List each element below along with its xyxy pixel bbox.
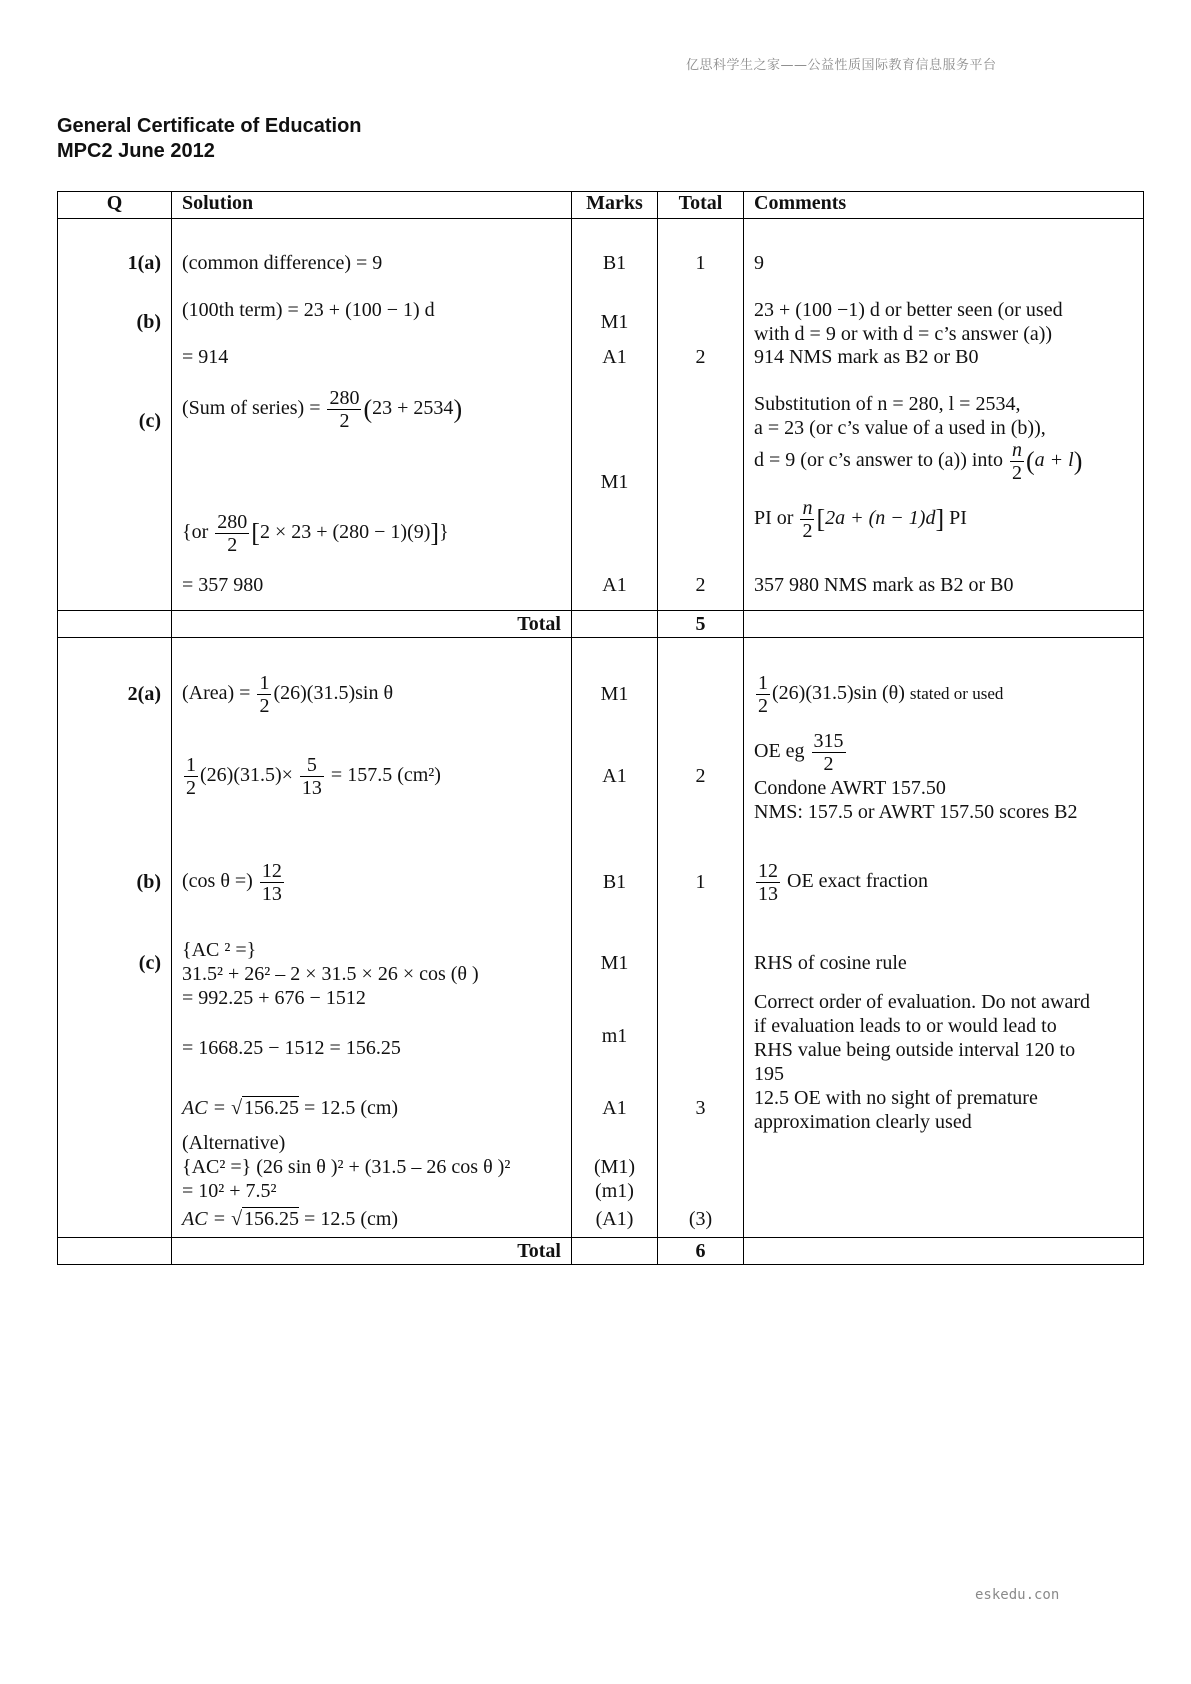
- q1b-label: (b): [136, 311, 161, 333]
- q2a-solution-1: (Area) = $\frac{1}{2}$ (26)(31.5)sin θ: [182, 671, 394, 717]
- q2c-solution-2: 31.5² + 26² – 2 × 31.5 × 26 × cos (θ ): [182, 963, 479, 985]
- q1-total-value: 5: [658, 611, 744, 638]
- q1b-solution-2: = 914: [182, 346, 229, 368]
- header-solution: Solution: [172, 192, 572, 219]
- q2c-label: (c): [138, 952, 161, 974]
- q2-total-label: Total: [172, 1238, 572, 1265]
- q2c-comment-6: 12.5 OE with no sight of premature: [754, 1087, 1038, 1109]
- q1c-mark-2: A1: [602, 574, 627, 596]
- q1b-solution-1: (100th term) = 23 + (100 − 1) d: [182, 299, 435, 321]
- q1c-solution-result: = 357 980: [182, 574, 264, 596]
- header-total: Total: [658, 192, 744, 219]
- q1b-comment-1: 23 + (100 −1) d or better seen (or used: [754, 299, 1063, 321]
- q2-totals: [658, 638, 744, 1238]
- q2c-alt-1: (Alternative): [182, 1132, 286, 1154]
- header-row: [58, 192, 1144, 219]
- q2c-mark-alt-2: (m1): [595, 1180, 634, 1202]
- question-2-body: [58, 638, 1144, 1238]
- q1c-comment-1: Substitution of n = 280, l = 2534,: [754, 393, 1021, 415]
- q2c-alt-4: AC = √ 156.25 = 12.5 (cm): [182, 1208, 399, 1230]
- q2b-label: (b): [136, 871, 161, 893]
- q2-labels: [58, 638, 172, 1238]
- q2c-alt-2: {AC² =} (26 sin θ )² + (31.5 – 26 cos θ )²: [182, 1156, 511, 1178]
- q1b-mark-1: M1: [600, 311, 629, 333]
- q2c-solution-1: {AC ² =}: [182, 939, 257, 961]
- q1a-mark: B1: [602, 252, 627, 274]
- q2c-total: 3: [695, 1097, 706, 1119]
- q2b-mark: B1: [602, 871, 627, 893]
- q2-total-value: 6: [658, 1238, 744, 1265]
- q1a-comment: 9: [754, 252, 764, 274]
- q2c-comment-7: approximation clearly used: [754, 1111, 972, 1133]
- q1b-comment-2: with d = 9 or with d = c’s answer (a)): [754, 323, 1053, 345]
- q2a-comment-2: OE eg $\frac{315}{2}$: [754, 729, 844, 775]
- q2c-mark-3: A1: [602, 1097, 627, 1119]
- header-comments: Comments: [744, 192, 1144, 219]
- q1b-mark-2: A1: [602, 346, 627, 368]
- header-marks: Marks: [572, 192, 658, 219]
- q2a-mark-1: M1: [600, 683, 629, 705]
- q1c-comment-3: d = 9 (or c’s answer to (a)) into $\frac{n}{2}$ (a + l): [754, 438, 1083, 484]
- q2a-comment-3: Condone AWRT 157.50: [754, 777, 946, 799]
- watermark: 亿思科学生之家——公益性质国际教育信息服务平台: [686, 58, 997, 73]
- q2c-alt-3: = 10² + 7.5²: [182, 1180, 277, 1202]
- q2c-mark-alt-1: (M1): [593, 1156, 636, 1178]
- q1c-solution-sum: (Sum of series) = $\frac{280}{2}$ (23 + 2534): [182, 386, 463, 432]
- q2b-comment: $\frac{12}{13}$ OE exact fraction: [758, 859, 929, 905]
- q2c-comment-5: 195: [754, 1063, 784, 1085]
- q1c-comment-5: 357 980 NMS mark as B2 or B0: [754, 574, 1014, 596]
- q2b-total: 1: [695, 871, 706, 893]
- q1-marks: [572, 219, 658, 611]
- q1c-label: (c): [138, 410, 161, 432]
- q1c-comment-4: PI or $\frac{n}{2}$ [2a + (n − 1)d] PI: [754, 496, 967, 542]
- q1-labels: [58, 219, 172, 611]
- q2a-mark-2: A1: [602, 765, 627, 787]
- q2-solutions: [172, 638, 572, 1238]
- q1b-total: 2: [695, 346, 706, 368]
- title-line-1: General Certificate of Education: [57, 115, 362, 137]
- q1-solutions: [172, 219, 572, 611]
- q1c-fraction: $\frac{280}{2}$: [329, 386, 360, 432]
- q1-comments: [744, 219, 1144, 611]
- q1c-mark-1: M1: [600, 471, 629, 493]
- question-2-total-row: [58, 1238, 1144, 1265]
- q2a-label: 2(a): [127, 683, 161, 705]
- q2c-mark-alt-3: (A1): [595, 1208, 634, 1230]
- q2c-comment-3: if evaluation leads to or would lead to: [754, 1015, 1057, 1037]
- mark-scheme-table: [57, 191, 1144, 1265]
- q1b-comment-3: 914 NMS mark as B2 or B0: [754, 346, 979, 368]
- q2-marks: [572, 638, 658, 1238]
- q1a-label: 1(a): [127, 252, 161, 274]
- q2c-comment-2: Correct order of evaluation. Do not award: [754, 991, 1090, 1013]
- q1c-total: 2: [695, 574, 706, 596]
- question-1-total-row: [58, 611, 1144, 638]
- q2c-mark-2: m1: [601, 1025, 628, 1047]
- q1c-solution-or: {or $\frac{280}{2}$ [2 × 23 + (280 − 1)(9)]}: [182, 510, 449, 556]
- q2c-comment-1: RHS of cosine rule: [754, 952, 907, 974]
- q2c-solution-5: AC = √ 156.25 = 12.5 (cm): [182, 1097, 399, 1119]
- q2a-comment-1: $\frac{1}{2}$ (26)(31.5)sin (θ) stated or used: [758, 671, 1004, 717]
- q2c-solution-3: = 992.25 + 676 − 1512: [182, 987, 366, 1009]
- q2c-mark-1: M1: [600, 952, 629, 974]
- question-1-body: [58, 219, 1144, 611]
- header-q: Q: [58, 192, 172, 219]
- document-title: [57, 114, 362, 164]
- q2a-comment-4: NMS: 157.5 or AWRT 157.50 scores B2: [754, 801, 1078, 823]
- q1-totals: [658, 219, 744, 611]
- q2c-solution-4: = 1668.25 − 1512 = 156.25: [182, 1037, 401, 1059]
- q1a-total: 1: [695, 252, 706, 274]
- q2b-solution: (cos θ =) $\frac{12}{13}$: [182, 859, 282, 905]
- footer-site: eskedu.con: [975, 1587, 1060, 1603]
- q2c-comment-4: RHS value being outside interval 120 to: [754, 1039, 1076, 1061]
- q2a-total: 2: [695, 765, 706, 787]
- q1c-comment-2: a = 23 (or c’s value of a used in (b)),: [754, 417, 1046, 439]
- q1a-solution: (common difference) = 9: [182, 252, 383, 274]
- q2a-solution-2: $\frac{1}{2}$ (26)(31.5)× $\frac{5}{13}$ = 157.5 (cm²): [186, 753, 441, 799]
- q1-total-label: Total: [172, 611, 572, 638]
- q2c-total-alt: (3): [688, 1208, 713, 1230]
- title-line-2: MPC2 June 2012: [57, 140, 215, 162]
- q2-comments: [744, 638, 1144, 1238]
